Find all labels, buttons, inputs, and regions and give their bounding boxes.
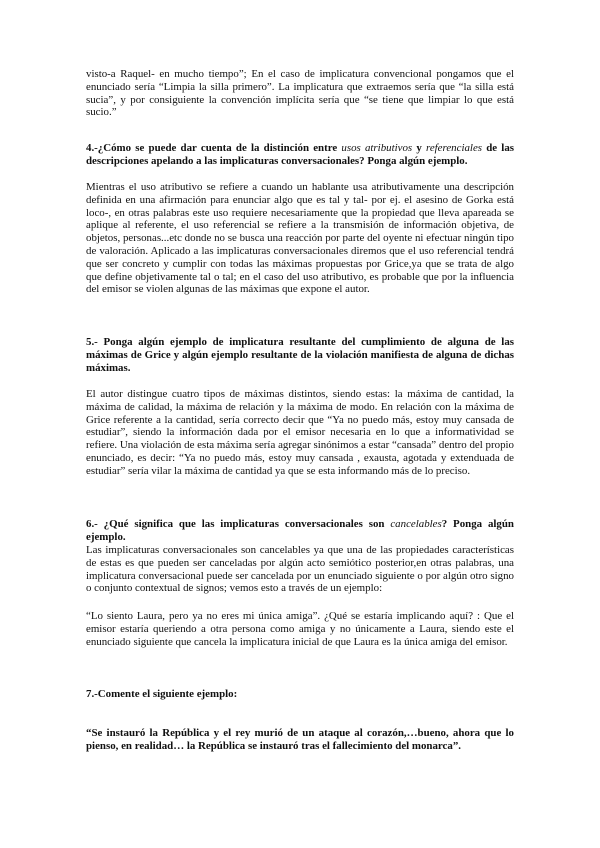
intro-paragraph: visto-a Raquel- en mucho tiempo”; En el caso de implicatura convencional pongamos que el enunciado sería “Limpia la silla primero”. La implicatura que extraemos sería que “la silla está sucia”, y por consiguiente la convención implícita sería que “se tiene que limpiar lo que está sucio.” (86, 68, 514, 119)
question-5-answer: El autor distingue cuatro tipos de máximas distintos, siendo estas: la máxima de cantidad, la máxima de calidad, la máxima de relación y la máxima de modo. En relación con la máxima de Grice referente a la cantidad, sería correcto decir que “Ya no puedo más, estoy muy cansada de estudiar”, siendo la información dada por el emisor necesaria en lo que a informatividad se refiere. Una violación de esta máxima sería agregar sinónimos a estar “cansada” dentro del propio enunciado, es decir: “Ya no puedo más, estoy muy cansada , exausta, agotada y extenduada de estudiar” sería vilar la máxima de cantidad ya que se esta informando más de lo preciso. (86, 388, 514, 477)
question-4-answer: Mientras el uso atributivo se refiere a cuando un hablante usa atributivamente una descripción definida en una afirmación para enunciar algo que es tal y tal- por ej. el asesino de Gorka está loco-, en otras palabras este uso requiere necesariamente que la propiedad que lleva apareada se aplique al referente, el uso referencial se refiere a la transmisión de información objetiva, de objetos, personas...etc donde no se busca una reacción por parte del oyente ni efectuar ningún tipo de valoración. Aplicado a las implicaturas conversacionales diremos que el uso referencial tendrá que ser concreto y cumplir con todas las máximas propuestas por Grice,ya que se trata de algo que define objetivamente tal o tal; en el caso del uso atributivo, es probable que por la influencia del emisor se violen algunas de las máximas que expone el autor. (86, 181, 514, 296)
question-4-term-referential: referenciales (425, 142, 483, 154)
question-4-suffix: de las descripciones apelando a las implicaturas conversacionales? Ponga algún ejemplo. (86, 142, 515, 167)
question-6-suffix: ? Ponga algún ejemplo. (86, 518, 514, 543)
question-5-heading: 5.- Ponga algún ejemplo de implicatura resultante del cumplimiento de alguna de las máximas de Grice y algún ejemplo resultante de la violación manifiesta de alguna de dichas máximas. (86, 336, 514, 374)
question-6-prefix: 6.- ¿Qué significa que las implicaturas conversacionales son (86, 518, 391, 530)
question-4-connector: y (412, 142, 426, 154)
question-4-term-attributive: usos atributivos (341, 142, 413, 154)
question-4-prefix: 4.-¿Cómo se puede dar cuenta de la distinción entre (86, 142, 342, 154)
question-6-heading (86, 518, 514, 544)
question-6-term-cancelable: cancelables (390, 518, 442, 530)
question-6-answer: Las implicaturas conversacionales son cancelables ya que una de las propiedades características de estas es que pueden ser canceladas por algún acto semiótico posterior,en otras palabras, una implicatura conversacional puede ser cancelada por un enunciado siguiente o por algún otro signo o conjunto contextual de signos; vemos esto a través de un ejemplo: (86, 544, 514, 595)
question-6-example: “Lo siento Laura, pero ya no eres mi única amiga”. ¿Qué se estaría implicando aquí? : Que el emisor estaría queriendo a otra persona como amiga y no únicamente a Laura, siendo este el enunciado siguiente que cancela la implicatura inicial de que Laura es la única amiga del emisor. (86, 610, 514, 648)
question-7-quote: “Se instauró la República y el rey murió de un ataque al corazón,…bueno, ahora que lo pienso, en realidad… la República se instauró tras el fallecimiento del monarca”. (86, 727, 514, 752)
question-4-heading (86, 142, 514, 168)
question-7-heading: 7.-Comente el siguiente ejemplo: (86, 688, 238, 700)
